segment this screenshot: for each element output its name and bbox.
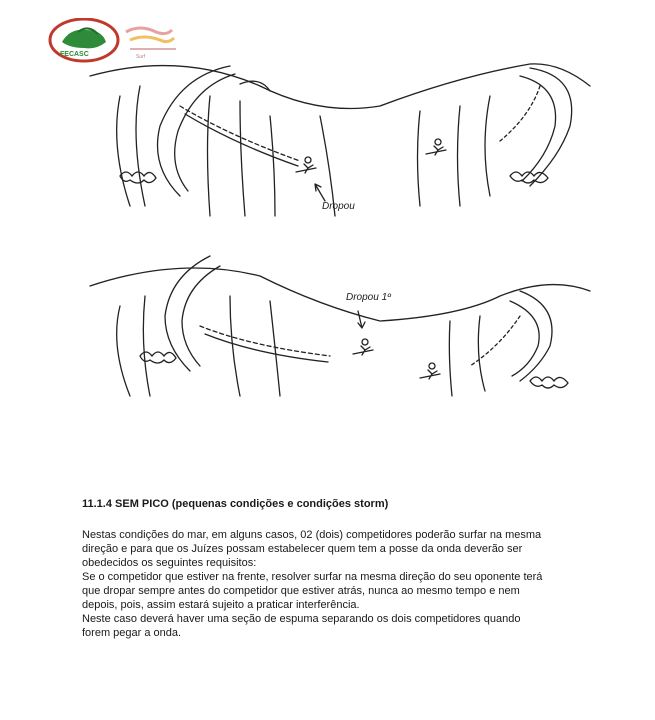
body-line: Nestas condições do mar, em alguns casos, 02 (dois) competidores poderão surfar na mesma [82,529,542,541]
body-line: Se o competidor que estiver na frente, resolver surfar na mesma direção do seu oponente terá [82,571,543,583]
body-line: forem pegar a onda. [82,627,182,639]
body-line: direção e para que os Juízes possam estabelecer quem tem a posse da onda deverão ser [82,543,523,555]
figure-wave-2 [60,246,600,416]
body-line: Neste caso deverá haver uma seção de espuma separando os dois competidores quando [82,613,521,625]
body-line: depois, pois, assim estará sujeito a praticar interferência. [82,599,360,611]
figure-2-annotation-word: Dropou [346,292,379,303]
fecasc-logo [50,19,118,61]
body-line: que dropar sempre antes do competidor que estiver atrás, nunca ao mesmo tempo e nem [82,585,520,597]
figure-wave-1 [60,56,600,226]
figure-1-annotation: Dropou [322,201,355,212]
figure-2-annotation [346,292,391,303]
secondary-logo-text: Surf [136,54,146,60]
figure-2-annotation-suffix: 1º [381,292,391,303]
section-heading: 11.1.4 SEM PICO (pequenas condições e condições storm) [82,498,389,510]
fecasc-logo-text: FECASC [60,51,89,58]
body-line: obedecidos os seguintes requisitos: [82,557,257,569]
section-body [82,528,602,640]
